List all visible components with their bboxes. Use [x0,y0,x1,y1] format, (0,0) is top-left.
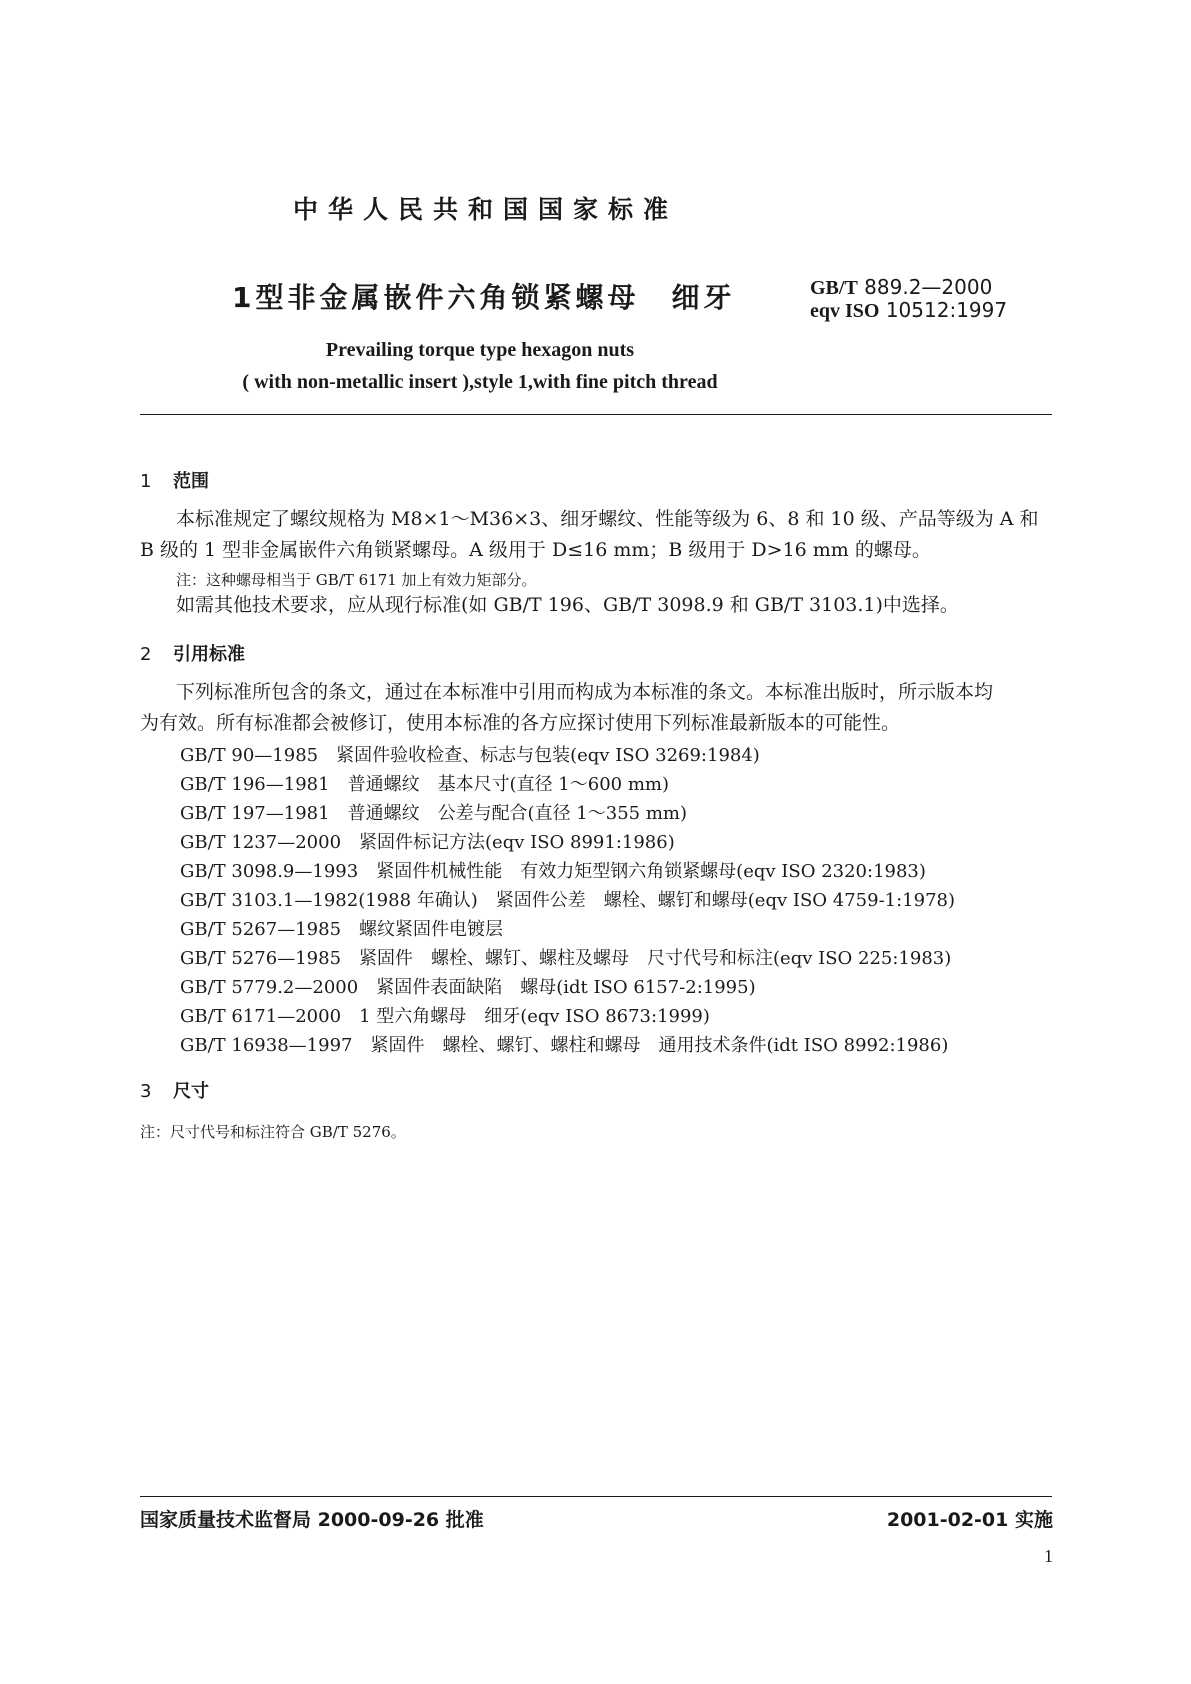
en-title-line1: Prevailing torque type hexagon nuts [325,339,635,361]
section-1-paragraph [140,504,1052,566]
section-3-number: 3 [140,1081,152,1102]
section-1-title: 范围 [173,471,209,492]
reference-item: GB/T 1237—2000 紧固件标记方法(eqv ISO 8991:1986) [180,832,675,853]
standard-prefix: GB/T [810,277,858,299]
reference-item: GB/T 6171—2000 1 型六角螺母 细牙(eqv ISO 8673:1999) [180,1006,710,1027]
eqv-prefix: eqv ISO [810,300,880,322]
reference-item: GB/T 3103.1—1982(1988 年确认) 紧固件公差 螺栓、螺钉和螺母(eqv ISO 4759-1:1978) [180,890,956,911]
footer-divider [140,1496,1052,1497]
section-1-paragraph-2: 如需其他技术要求，应从现行标准(如 GB/T 196、GB/T 3098.9 和 GB/T 3103.1)中选择。 [176,594,959,616]
section-2-number: 2 [140,644,152,665]
section-2-heading [140,640,245,666]
reference-item: GB/T 90—1985 紧固件验收检查、标志与包装(eqv ISO 3269:1984) [180,745,760,766]
section-2-title: 引用标准 [173,644,245,665]
section-1-note: 注：这种螺母相当于 GB/T 6171 加上有效力矩部分。 [176,571,537,589]
section-1-number: 1 [140,471,152,492]
section-3-heading [140,1077,209,1103]
reference-item: GB/T 16938—1997 紧固件 螺栓、螺钉、螺柱和螺母 通用技术条件(idt ISO 8992:1986) [180,1035,949,1056]
section-3-note: 注：尺寸代号和标注符合 GB/T 5276。 [140,1123,406,1141]
standard-number: 889.2—2000 [864,275,993,299]
reference-item: GB/T 196—1981 普通螺纹 基本尺寸(直径 1～600 mm) [180,774,669,795]
reference-item: GB/T 3098.9—1993 紧固件机械性能 有效力矩型钢六角锁紧螺母(eqv ISO 2320:1983) [180,861,926,882]
section-1-p1-line2: B 级的 1 型非金属嵌件六角锁紧螺母。A 级用于 D≤16 mm；B 级用于 D>16 mm 的螺母。 [140,539,931,561]
section-2-p1-line1: 下列标准所包含的条文，通过在本标准中引用而构成为本标准的条文。本标准出版时，所示版本均 [176,681,994,703]
reference-item: GB/T 5276—1985 紧固件 螺栓、螺钉、螺柱及螺母 尺寸代号和标注(eqv ISO 225:1983) [180,948,952,969]
section-3-title: 尺寸 [173,1081,209,1102]
reference-item: GB/T 5779.2—2000 紧固件表面缺陷 螺母(idt ISO 6157-2:1995) [180,977,756,998]
section-1-p1-line1: 本标准规定了螺纹规格为 M8×1～M36×3、细牙螺纹、性能等级为 6、8 和 10 级、产品等级为 A 和 [176,508,1039,530]
page-number: 1 [1044,1546,1053,1566]
header-divider [140,414,1052,415]
eqv-iso-number: 10512:1997 [885,298,1008,322]
section-2-paragraph [140,677,1052,739]
section-1-heading [140,467,209,493]
section-2-p1-line2: 为有效。所有标准都会被修订，使用本标准的各方应探讨使用下列标准最新版本的可能性。 [140,712,901,734]
effective-date: 2001-02-01 实施 [886,1509,1053,1531]
reference-item: GB/T 5267—1985 螺纹紧固件电镀层 [180,919,504,940]
standard-number-block [810,276,1007,322]
reference-item: GB/T 197—1981 普通螺纹 公差与配合(直径 1～355 mm) [180,803,687,824]
en-title-line2: ( with non-metallic insert ),style 1,with fine pitch thread [242,371,718,393]
national-standard-header: 中华人民共和国国家标准 [293,195,679,224]
document-title-en [0,334,960,398]
document-title-cn: 1型非金属嵌件六角锁紧螺母 细牙 [232,281,736,314]
issuer-approval: 国家质量技术监督局 2000-09-26 批准 [140,1509,484,1531]
